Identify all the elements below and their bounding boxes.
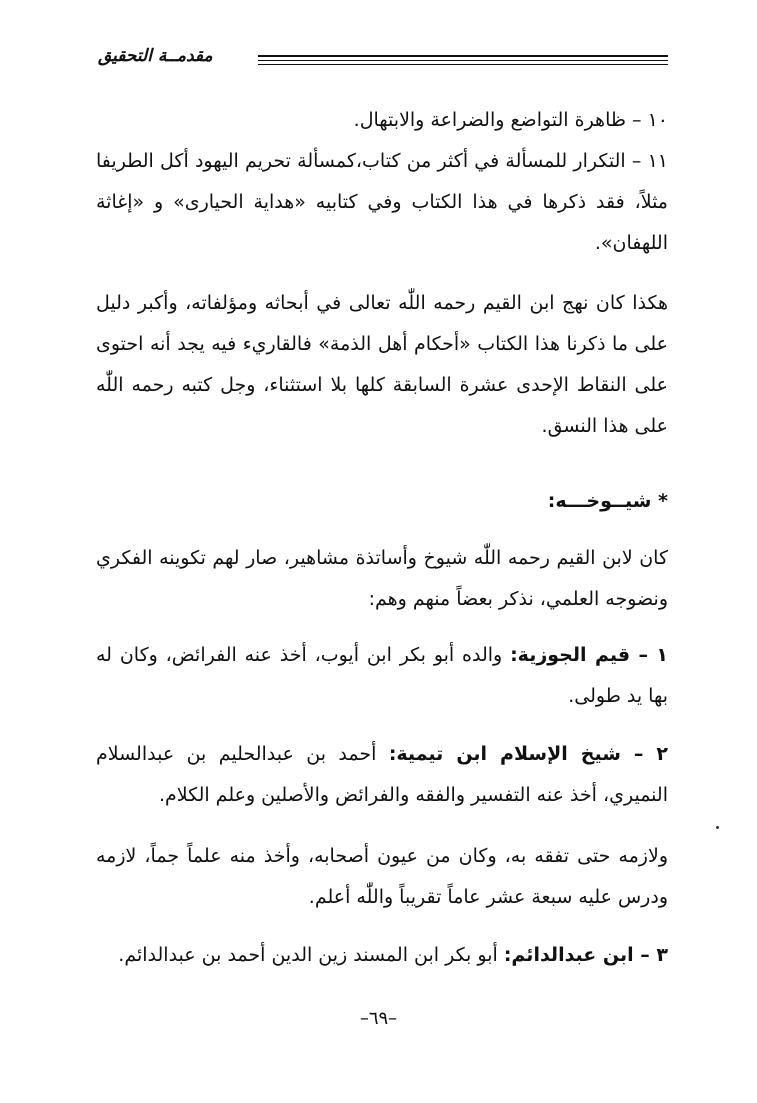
teacher-3-text: أبو بكر ابن المسند زين الدين أحمد بن عبدالدائم. — [118, 944, 504, 966]
paragraph-item-10: ١٠ – ظاهرة التواضع والضراعة والابتهال. — [353, 109, 668, 131]
section-heading-teachers: * شيــوخـــه: — [547, 490, 668, 512]
page-header — [98, 46, 668, 76]
teacher-2-text: أحمد بن عبدالحليم بن عبدالسلام النميري، أخذ عنه التفسير والفقه والفرائض والأصلين وعلم الكلام. — [96, 743, 668, 806]
teacher-2-continued — [96, 836, 668, 918]
page-number: –٦٩– — [359, 1008, 398, 1029]
scan-speck — [716, 826, 719, 829]
teacher-3 — [96, 935, 668, 976]
paragraph-teacher-2-more: ولازمه حتى تفقه به، وكان من عيون أصحابه، وأخذ منه علماً جماً، لازمه ودرس عليه سبعة عشر عاماً تقريباً واللّٰه أعلم. — [96, 845, 668, 908]
teacher-2-name: ٢ – شيخ الإسلام ابن تيمية: — [388, 743, 668, 765]
running-title: مقدمــة التحقيق — [98, 46, 213, 66]
teacher-1-text: والده أبو بكر ابن أيوب، أخذ عنه الفرائض، وكان له بها يد طولى. — [96, 644, 668, 707]
header-rule — [258, 55, 668, 57]
paragraph-teacher-1 — [96, 635, 668, 717]
summary-block — [96, 283, 668, 447]
teacher-3-name: ٣ – ابن عبدالدائم: — [503, 944, 668, 966]
header-rule — [258, 60, 668, 61]
teacher-1-name: ١ – قيم الجوزية: — [510, 644, 668, 666]
teacher-2 — [96, 734, 668, 816]
paragraph-item-11: ١١ – التكرار للمسألة في أكثر من كتاب،كمسألة تحريم اليهود أكل الطريفا مثلاً، فقد ذكرها في هذا الكتاب وفي كتابيه «هداية الحيارى» و «إغاثة اللهفان». — [96, 150, 668, 254]
item-11 — [96, 141, 668, 264]
teachers-intro-block — [96, 538, 668, 620]
paragraph-teacher-2 — [96, 734, 668, 816]
item-10 — [96, 100, 668, 141]
paragraph-teacher-3 — [96, 935, 668, 976]
paragraph-summary: هكذا كان نهج ابن القيم رحمه اللّٰه تعالى في أبحاثه ومؤلفاته، وأكبر دليل على ما ذكرنا هذا الكتاب «أحكام أهل الذمة» فالقاريء فيه يجد أنه احتوى على النقاط الإحدى عشرة السابقة كلها بلا استثناء، وجل كتبه رحمه اللّٰه على هذا النسق. — [96, 292, 668, 437]
teacher-1 — [96, 635, 668, 717]
paragraph-teachers-intro: كان لابن القيم رحمه اللّٰه شيوخ وأساتذة مشاهير، صار لهم تكوينه الفكري ونضوجه العلمي، نذكر بعضاً منهم وهم: — [96, 547, 668, 610]
header-rule — [258, 64, 668, 65]
